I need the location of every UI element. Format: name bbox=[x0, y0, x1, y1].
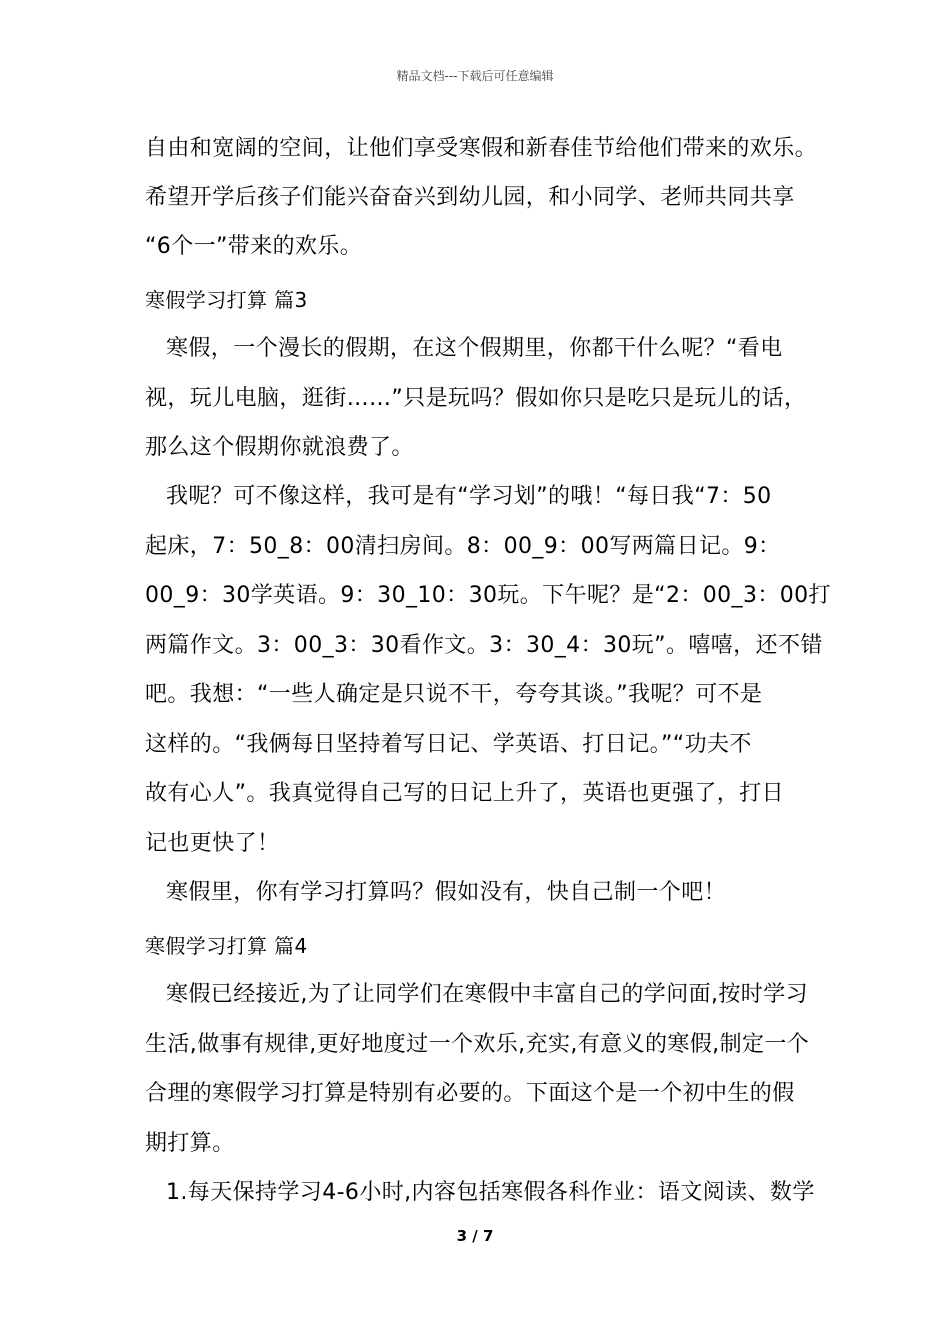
text-line: 两篇作文。3：00_3：30看作文。3：30_4：30玩”。嘻嘻，还不错 bbox=[145, 633, 823, 658]
section-heading: 寒假学习打算 篇4 bbox=[145, 934, 308, 958]
text-line: 这样的。“我俩每日坚持着写日记、学英语、打日记。”“功夫不 bbox=[145, 732, 752, 757]
text-line: 寒假里，你有学习打算吗？假如没有，快自己制一个吧！ bbox=[166, 880, 727, 905]
page-number: 3 / 7 bbox=[456, 1227, 494, 1245]
text-line: 吧。我想：“一些人确定是只说不干，夸夸其谈。”我呢？可不是 bbox=[145, 682, 763, 707]
text-line: 我呢？可不像这样，我可是有“学习划”的哦！“每日我“7：50 bbox=[166, 484, 772, 509]
text-line: 合理的寒假学习打算是特别有必要的。下面这个是一个初中生的假 bbox=[145, 1081, 795, 1106]
text-line: 1.每天保持学习4-6小时,内容包括寒假各科作业：语文阅读、数学 bbox=[166, 1180, 815, 1205]
text-line: 起床，7：50_8：00清扫房间。8：00_9：00写两篇日记。9： bbox=[145, 534, 781, 559]
text-line: 记也更快了！ bbox=[145, 831, 280, 856]
text-line: 期打算。 bbox=[145, 1131, 235, 1156]
text-line: 故有心人”。我真觉得自己写的日记上升了，英语也更强了，打日 bbox=[145, 781, 784, 806]
text-line: 生活,做事有规律,更好地度过一个欢乐,充实,有意义的寒假,制定一个 bbox=[145, 1032, 810, 1057]
page-header: 精品文档---下载后可任意编辑 bbox=[396, 69, 554, 83]
text-line: 寒假已经接近,为了让同学们在寒假中丰富自己的学问面,按时学习 bbox=[166, 982, 808, 1007]
text-line: 视，玩儿电脑，逛街……”只是玩吗？假如你只是吃只是玩儿的话， bbox=[145, 386, 807, 411]
text-line: “6个一”带来的欢乐。 bbox=[145, 234, 363, 259]
text-line: 自由和宽阔的空间，让他们享受寒假和新春佳节给他们带来的欢乐。 bbox=[145, 136, 818, 161]
section-heading: 寒假学习打算 篇3 bbox=[145, 288, 308, 312]
text-line: 寒假，一个漫长的假期，在这个假期里，你都干什么呢？“看电 bbox=[166, 336, 783, 361]
text-line: 那么这个假期你就浪费了。 bbox=[145, 435, 414, 460]
text-line: 00_9：30学英语。9：30_10：30玩。下午呢？是“2：00_3：00打 bbox=[145, 583, 831, 608]
text-line: 希望开学后孩子们能兴奋奋兴到幼儿园，和小同学、老师共同共享 bbox=[145, 185, 795, 210]
